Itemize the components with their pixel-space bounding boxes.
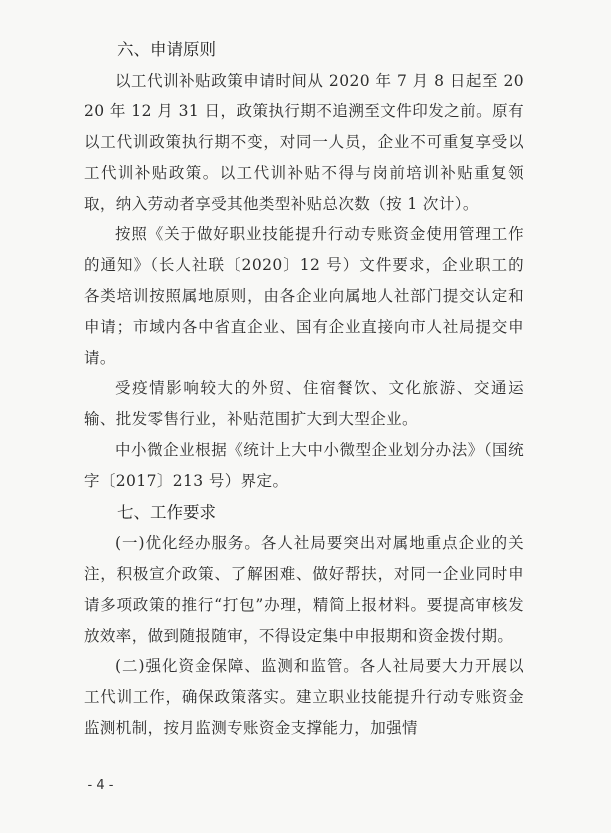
section-6-paragraph-3: 受疫情影响较大的外贸、住宿餐饮、文化旅游、交通运输、批发零售行业，补贴范围扩大到大型企业。 xyxy=(84,379,524,429)
section-7-heading: 七、工作要求 xyxy=(117,502,216,522)
page-number-text: - 4 - xyxy=(87,778,114,793)
section-6-paragraph-1: 以工代训补贴政策申请时间从 2020 年 7 月 8 日起至 2020 年 12 月 31 日，政策执行期不追溯至文件印发之前。原有以工代训政策执行期不变，对同一人员，企业不可重复享受以工代训补贴政策。以工代训补贴不得与岗前培训补贴重复领取，纳入劳动者享受其他类型补贴总次数（按 1 次计）。 xyxy=(84,71,524,213)
page-number xyxy=(0,778,611,793)
section-7-paragraph-2: (二)强化资金保障、监测和监管。各人社局要大力开展以工代训工作，确保政策落实。建立职业技能提升行动专账资金监测机制，按月监测专账资金支撑能力，加强情 xyxy=(84,657,524,737)
section-6-paragraph-4: 中小微企业根据《统计上大中小微型企业划分办法》（国统字〔2017〕213 号）界定。 xyxy=(84,441,524,490)
section-6-paragraph-2: 按照《关于做好职业技能提升行动专账资金使用管理工作的通知》（长人社联〔2020〕12 号）文件要求，企业职工的各类培训按照属地原则，由各企业向属地人社部门提交认定和申请；市域内各中省直企业、国有企业直接向市人社局提交申请。 xyxy=(84,225,524,367)
section-7-paragraph-1: (一)优化经办服务。各人社局要突出对属地重点企业的关注，积极宣介政策、了解困难、做好帮扶，对同一企业同时申请多项政策的推行“打包”办理，精简上报材料。要提高审核发放效率，做到随报随审，不得设定集中申报期和资金拨付期。 xyxy=(84,534,524,645)
document-body xyxy=(84,34,524,744)
section-6-heading: 六、申请原则 xyxy=(117,40,216,59)
